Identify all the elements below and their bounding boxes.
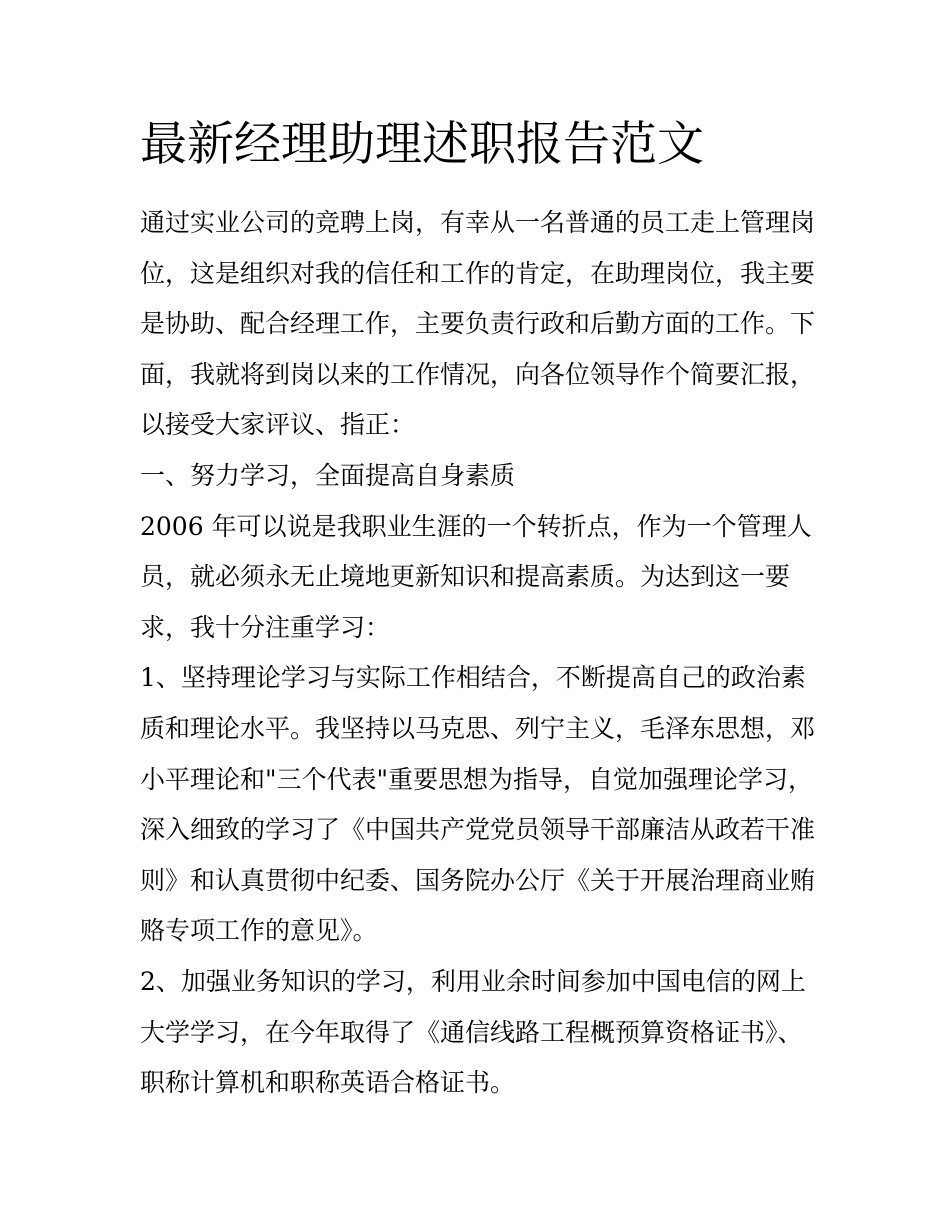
list-item-line: 2、加强业务知识的学习，利用业余时间参加中国电信的网上 [140,966,806,996]
text-line: 位，这是组织对我的信任和工作的肯定，在助理岗位，我主要 [140,258,816,288]
text-line: 深入细致的学习了《中国共产党党员领导干部廉洁从政若干准 [140,815,816,845]
text-line: 大学学习，在今年取得了《通信线路工程概预算资格证书》、 [140,1017,803,1047]
text-line: 则》和认真贯彻中纪委、国务院办公厅《关于开展治理商业贿 [140,865,816,895]
section-heading: 一、努力学习，全面提高自身素质 [140,460,516,490]
text-line: 求，我十分注重学习： [140,612,391,642]
text-line: 通过实业公司的竞聘上岗，有幸从一名普通的员工走上管理岗 [140,208,816,237]
text-line: 员，就必须永无止境地更新知识和提高素质。为达到这一要 [140,562,791,592]
text-line: 小平理论和"三个代表"重要思想为指导，自觉加强理论学习， [140,764,814,794]
text-line: 面，我就将到岗以来的工作情况，向各位领导作个简要汇报， [140,359,816,389]
text-line: 赂专项工作的意见》。 [140,916,378,946]
list-item-line: 1、坚持理论学习与实际工作相结合，不断提高自己的政治素 [140,663,806,693]
document-title: 最新经理助理述职报告范文 [140,117,704,172]
text-line: 质和理论水平。我坚持以马克思、列宁主义，毛泽东思想，邓 [140,713,816,743]
text-line: 职称计算机和职称英语合格证书。 [140,1068,516,1098]
document-body [140,198,816,1109]
text-line: 2006 年可以说是我职业生涯的一个转折点，作为一个管理人 [140,511,812,541]
text-line: 是协助、配合经理工作，主要负责行政和后勤方面的工作。下 [140,309,816,339]
text-line: 以接受大家评议、指正： [140,410,416,440]
